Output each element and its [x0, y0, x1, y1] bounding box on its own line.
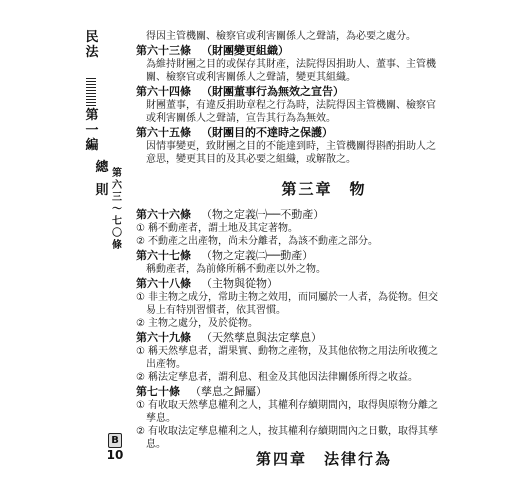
- clause-text: 非主物之成分，常助主物之效用，而同屬於一人者，為從物。但交: [148, 292, 438, 303]
- article-heading: [136, 44, 512, 58]
- article-number: 第七十條: [136, 385, 180, 398]
- book_chars-char: 一: [85, 123, 99, 138]
- article-number: 第六十七條: [136, 249, 191, 262]
- clause-text: 有收取法定孳息權利之人，按其權利存續期間內之日數，取得其孳: [148, 426, 438, 437]
- range_chars-char: ～: [112, 204, 122, 215]
- text-line: 為維持財團之目的或保存其財產，法院得因捐助人、董事、主管機: [146, 59, 436, 70]
- page-section-letter: B: [108, 433, 122, 448]
- text-line: 關、檢察官或利害關係人之聲請，變更其組織。: [146, 72, 356, 83]
- text-line: 得因主管機關、檢察官或利害關係人之聲請，為必要之處分。: [146, 31, 416, 42]
- text-line: 或利害關係人之聲請，宣告其行為為無效。: [146, 113, 336, 124]
- clause-marker: ①: [136, 400, 145, 411]
- book-title-vertical: [82, 108, 102, 153]
- decorative-bar: [86, 78, 96, 108]
- page-number-value: 10: [106, 448, 124, 462]
- article-number: 第六十九條: [136, 331, 191, 344]
- chapter-3-heading: 第三章 物: [281, 180, 367, 198]
- text-line: 孳息。: [146, 413, 176, 424]
- part_chars-char: 則: [95, 183, 109, 198]
- article-caption: （物之定義㈠──不動產）: [201, 208, 325, 221]
- range_chars-char: 三: [112, 192, 122, 203]
- article-caption: （財團董事行為無效之宣告）: [201, 85, 344, 98]
- clause-marker: ②: [136, 318, 145, 329]
- range_chars-char: 第: [112, 168, 122, 179]
- clause-item: [136, 371, 512, 384]
- title_chars-char: 民: [85, 30, 99, 45]
- clause-item: [136, 291, 512, 304]
- text-line: 因情事變更，致財團之目的不能達到時，主管機關得斟酌捐助人之: [146, 141, 436, 152]
- clause-text: 稱法定孳息者，謂利息、租金及其他因法律關係所得之收益。: [148, 372, 418, 383]
- text-line: 財團董事，有違反捐助章程之行為時，法院得因主管機關、檢察官: [146, 100, 436, 111]
- clause-item: [136, 345, 512, 358]
- clause-text: 稱天然孳息者，謂果實、動物之產物，及其他依物之用法所收獲之: [148, 346, 438, 357]
- text-line: 易上有特別習慣者，依其習慣。: [146, 305, 286, 316]
- clause-text: 主物之處分，及於從物。: [148, 318, 258, 329]
- text-line: 意思，變更其目的及其必要之組織，或解散之。: [146, 154, 356, 165]
- article-number: 第六十八條: [136, 277, 191, 290]
- clause-item: [136, 235, 512, 248]
- clause-marker: ②: [136, 236, 145, 247]
- article-caption: （天然孳息與法定孳息）: [201, 331, 322, 344]
- law-title-vertical: [82, 30, 102, 60]
- clause-marker: ①: [136, 223, 145, 234]
- range_chars-char: 六: [112, 180, 122, 191]
- article-heading: [136, 249, 512, 263]
- clause-text: 有收取天然孳息權利之人，其權利存續期間內，取得與原物分離之: [148, 400, 438, 411]
- text-line: 出產物。: [146, 359, 186, 370]
- clause-item: [136, 399, 512, 412]
- article-caption: （財團變更組織）: [201, 44, 289, 57]
- article-heading: [136, 85, 512, 99]
- page-number: [104, 432, 126, 461]
- article-number: 第六十四條: [136, 85, 191, 98]
- range_chars-char: 〇: [112, 228, 122, 239]
- part_chars-char: 總: [95, 160, 109, 175]
- clause-item: [136, 425, 512, 438]
- clause-marker: ②: [136, 372, 145, 383]
- article-caption: （孳息之歸屬）: [190, 385, 267, 398]
- clause-text: 不動產之出產物，尚未分離者，為該不動產之部分。: [148, 236, 378, 247]
- side-margin: [0, 0, 124, 500]
- clause-item: [136, 317, 512, 330]
- article-caption: （主物與從物）: [201, 277, 278, 290]
- article-heading: [136, 208, 512, 222]
- law-text-body: [136, 30, 512, 451]
- clause-marker: ①: [136, 292, 145, 303]
- chapter-4-heading: 第四章 法律行為: [255, 450, 392, 468]
- book_chars-char: 編: [85, 138, 99, 153]
- article-heading: [136, 385, 512, 399]
- article-heading: [136, 126, 512, 140]
- text-line: 息。: [146, 439, 166, 450]
- article-heading: [136, 277, 512, 291]
- title_chars-char: 法: [85, 45, 99, 60]
- article-range-vertical: [108, 168, 126, 252]
- range_chars-char: 七: [112, 216, 122, 227]
- article-caption: （物之定義㈡──動產）: [201, 249, 314, 262]
- article-caption: （財團目的不達時之保護）: [201, 126, 333, 139]
- article-number: 第六十三條: [136, 44, 191, 57]
- text-line: 稱動產者，為前條所稱不動產以外之物。: [146, 264, 326, 275]
- article-number: 第六十六條: [136, 208, 191, 221]
- clause-item: [136, 222, 512, 235]
- article-number: 第六十五條: [136, 126, 191, 139]
- book_chars-char: 第: [85, 108, 99, 123]
- range_chars-char: 條: [112, 240, 122, 251]
- clause-text: 稱不動產者，謂土地及其定著物。: [148, 223, 298, 234]
- clause-marker: ①: [136, 346, 145, 357]
- clause-marker: ②: [136, 426, 145, 437]
- article-heading: [136, 331, 512, 345]
